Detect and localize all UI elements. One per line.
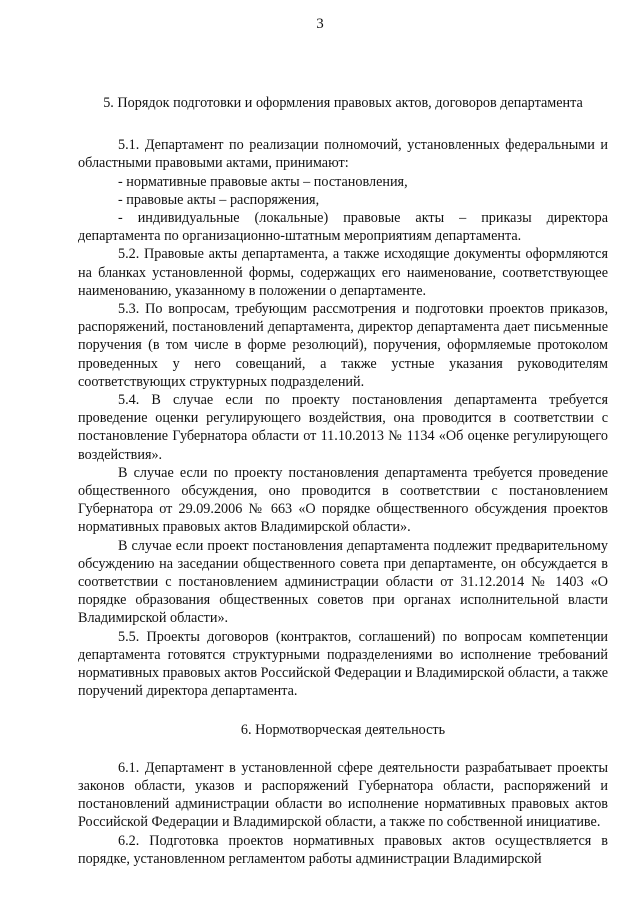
paragraph-6-2: 6.2. Подготовка проектов нормативных правовых актов осуществляется в порядке, установленном регламентом работы администрации Владимирской <box>78 832 608 867</box>
paragraph-6-1: 6.1. Департамент в установленной сфере деятельности разрабатывает проекты законов области, указов и распоряжений Губернатора области, распоряжений и постановлений администрации области во исполнение нормативных правовых актов Российской Федерации и Владимирской области, а также по собственной инициативе. <box>78 759 608 831</box>
section-6-heading: 6. Нормотворческая деятельность <box>240 721 446 738</box>
paragraph-5-4-public-discussion: В случае если по проекту постановления департамента требуется проведение общественного обсуждения, оно проводится в соответствии с постановлением Губернатора от 29.09.2006 № 663 «О порядке общественного обсуждения проектов нормативных правовых актов Владимирской области». <box>78 464 608 536</box>
paragraph-5-1: 5.1. Департамент по реализации полномочий, установленных федеральными и областными правовыми актами, принимают: <box>78 137 608 172</box>
list-item-1: - нормативные правовые акты – постановления, <box>118 173 408 190</box>
paragraph-5-4: 5.4. В случае если по проекту постановления департамента требуется проведение оценки регулирующего воздействия, она проводится в соответствии с постановление Губернатора области от 11.10.2013 № 1134 «Об оценке регулирующего воздействия». <box>78 392 608 463</box>
list-item-2: - правовые акты – распоряжения, <box>118 191 320 208</box>
document-body <box>78 94 608 868</box>
paragraph-5-2: 5.2. Правовые акты департамента, а также исходящие документы оформляются на бланках установленной формы, содержащих его наименование, соответствующее наименованию, указанному в положении о департаменте. <box>78 246 608 299</box>
section-5-heading: 5. Порядок подготовки и оформления правовых актов, договоров департамента <box>103 95 583 111</box>
list-item-3: - индивидуальные (локальные) правовые акты – приказы директора департамента по организационно-штатным мероприятиям департамента. <box>78 210 608 245</box>
paragraph-5-5: 5.5. Проекты договоров (контрактов, соглашений) по вопросам компетенции департамента готовятся структурными подразделениями во исполнение требований нормативных правовых актов Российской Федерации и Владимирской области, а также поручений директора департамента. <box>78 628 608 700</box>
paragraph-5-3: 5.3. По вопросам, требующим рассмотрения и подготовки проектов приказов, распоряжений, постановлений департамента, директор департамента дает письменные поручения (в том числе в форме резолюций), поручения, оформляемые протоколом проведенных у него совещаний, а также устные указания руководителям соответствующих структурных подразделений. <box>78 301 608 390</box>
paragraph-5-4-public-council: В случае если проект постановления департамента подлежит предварительному обсуждению на заседании общественного совета при департаменте, он обсуждается в соответствии с постановлением администрации области от 31.12.2014 № 1403 «О порядке образования общественных советов при органах исполнительной власти Владимирской области». <box>78 537 608 627</box>
page-number: 3 <box>316 16 324 32</box>
